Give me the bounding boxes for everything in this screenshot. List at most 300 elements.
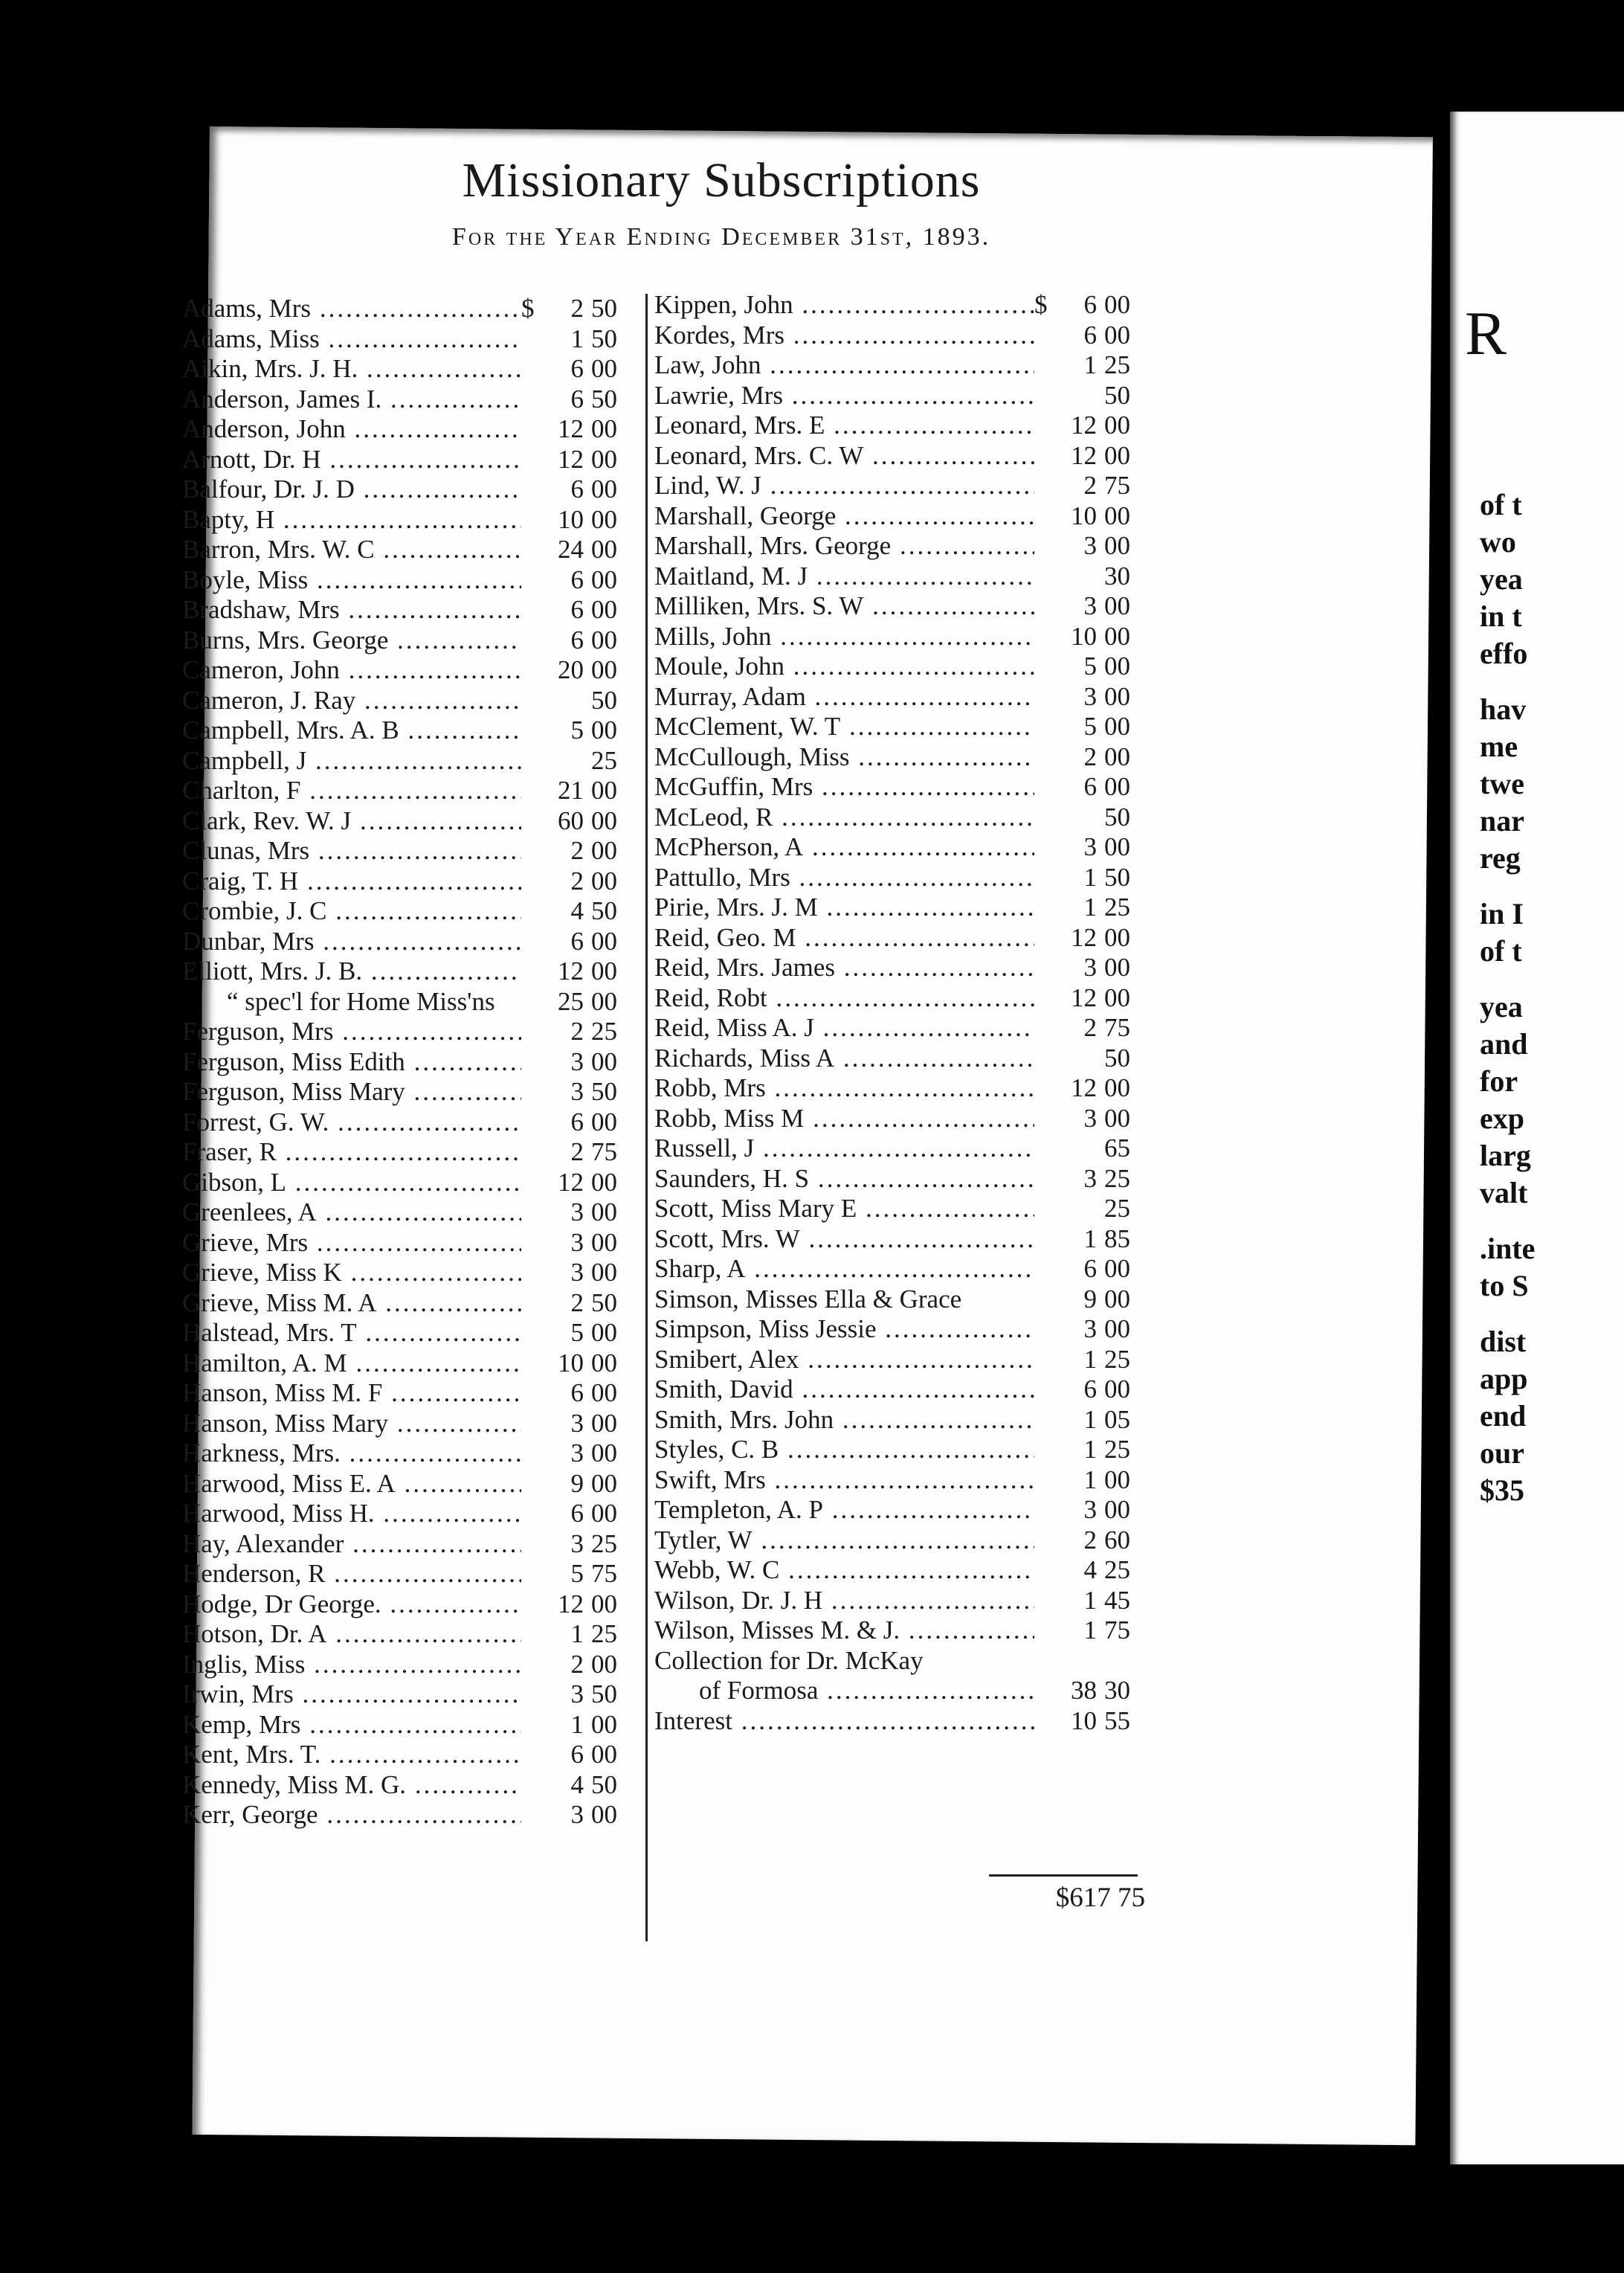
subscription-row (182, 1168, 628, 1198)
amount-cents: 25 (1104, 1555, 1130, 1584)
grand-total: $617 75 (1055, 1883, 1145, 1913)
subscription-row (182, 294, 628, 324)
amount-dollars: 12 (1071, 440, 1097, 470)
subscription-row (654, 712, 1141, 742)
subscription-row (654, 471, 1141, 501)
subscriber-name: Mills, John ..... (654, 622, 1034, 652)
amount-cents: 00 (1104, 712, 1130, 741)
amount-cents: 25 (1104, 350, 1130, 379)
amount-dollars: 10 (1071, 621, 1097, 651)
amount-dollars: 1 (1083, 862, 1097, 892)
subscription-row (182, 1077, 628, 1107)
amount-dollars: 3 (1083, 1314, 1097, 1343)
subscriber-name: Cameron, J. Ray ..... (182, 686, 521, 716)
subscriber-name: Ferguson, Miss Edith ..... (182, 1047, 521, 1077)
subscription-row (182, 324, 628, 355)
subscriber-name: Richards, Miss A ..... (654, 1044, 1034, 1073)
right-page-line: of t (1480, 488, 1522, 521)
subscriber-name: Reid, Geo. M ..... (654, 923, 1034, 953)
subscriber-name: Gibson, L ..... (182, 1168, 521, 1197)
subscriber-name: Kent, Mrs. T. ..... (182, 1740, 521, 1769)
currency-sign: $ (1034, 290, 1048, 319)
amount-cents: 00 (1104, 320, 1130, 350)
amount-dollars: 3 (570, 1408, 584, 1438)
amount-cents: 00 (1104, 681, 1130, 711)
amount-dollars: 2 (570, 836, 584, 865)
amount-dollars: 10 (558, 1348, 584, 1377)
subscription-row (182, 565, 628, 596)
subscriber-name: Pirie, Mrs. J. M ..... (654, 893, 1034, 922)
amount-dollars: 1 (1083, 893, 1097, 922)
amount-cents: 00 (1104, 1314, 1130, 1343)
subscriber-name: Cameron, John ..... (182, 655, 521, 685)
amount-dollars: 1 (570, 324, 584, 353)
subscriber-name: Simpson, Miss Jessie ..... (654, 1314, 1034, 1344)
amount-dollars: 6 (1083, 290, 1097, 319)
amount-dollars: 24 (558, 535, 584, 564)
amount-dollars: 3 (570, 1227, 584, 1257)
subscription-row (182, 414, 628, 445)
amount-cents: 30 (1104, 561, 1130, 591)
amount-dollars: 2 (1083, 1525, 1097, 1555)
amount-cents: 00 (591, 535, 617, 564)
subscription-row (654, 772, 1141, 803)
amount-cents: 00 (591, 504, 617, 534)
subscription-row (182, 1740, 628, 1770)
amount-cents: 00 (1104, 772, 1130, 801)
subscription-row (654, 1646, 1141, 1676)
amount-cents: 00 (591, 1800, 617, 1829)
subscriber-name: Clark, Rev. W. J ..... (182, 806, 521, 836)
subscriber-name: Hamilton, A. M ..... (182, 1348, 521, 1378)
amount-cents: 00 (1104, 411, 1130, 440)
amount-dollars: 6 (570, 384, 584, 414)
amount-cents: 30 (1104, 1676, 1130, 1705)
right-page-line: effo (1480, 637, 1528, 670)
amount-cents: 50 (591, 1679, 617, 1708)
amount-cents: 00 (591, 444, 617, 474)
right-page-line: .inte (1480, 1232, 1536, 1265)
subscriber-name: Anderson, John ..... (182, 414, 521, 444)
subscriber-name: Adams, Mrs ..... (182, 294, 521, 324)
amount-dollars: 2 (570, 1017, 584, 1046)
amount-dollars: 2 (570, 1649, 584, 1679)
amount-dollars: 10 (558, 504, 584, 534)
subscriber-name: Hodge, Dr George. ..... (182, 1589, 521, 1619)
subscription-row (182, 1107, 628, 1138)
amount-cents: 00 (1104, 501, 1130, 530)
subscription-column-left (182, 294, 628, 1830)
amount-dollars: 12 (558, 414, 584, 443)
subscription-row (654, 682, 1141, 713)
subscriber-name: Inglis, Miss ..... (182, 1650, 521, 1679)
subscriber-name: Hotson, Dr. A ..... (182, 1619, 521, 1649)
subscriber-name: Scott, Mrs. W ..... (654, 1224, 1034, 1254)
subscription-row (654, 1345, 1141, 1375)
subscriber-name: Craig, T. H ..... (182, 867, 521, 896)
subscription-row (654, 1615, 1141, 1646)
right-page-line: reg (1480, 841, 1521, 875)
subscription-row (182, 746, 628, 777)
subscriber-name: Maitland, M. J ..... (654, 562, 1034, 591)
amount-dollars: 4 (570, 896, 584, 925)
amount-cents: 00 (591, 866, 617, 896)
amount-cents: 50 (591, 294, 617, 323)
subscriber-name: Interest ..... (654, 1706, 1034, 1736)
amount-dollars: 12 (1071, 1073, 1097, 1102)
amount-cents: 50 (591, 896, 617, 925)
amount-cents: 00 (1104, 1073, 1130, 1102)
amount-dollars: 3 (570, 1800, 584, 1829)
amount-cents: 50 (591, 1077, 617, 1106)
subscription-row (182, 1559, 628, 1589)
subscription-row (654, 321, 1141, 351)
subscriber-name: Arnott, Dr. H ..... (182, 445, 521, 475)
subscriber-name: Simson, Misses Ella & Grace (654, 1284, 962, 1314)
right-page (1450, 112, 1624, 2164)
subscriber-name: McGuffin, Mrs ..... (654, 772, 1034, 802)
amount-dollars: 3 (1083, 832, 1097, 861)
amount-cents: 00 (591, 1378, 617, 1407)
amount-dollars: 1 (1083, 1585, 1097, 1615)
subscription-row (182, 1679, 628, 1710)
amount-dollars: 3 (570, 1258, 584, 1287)
subscriber-name: Webb, W. C ..... (654, 1555, 1034, 1585)
amount-cents: 00 (1104, 1495, 1130, 1524)
amount-cents: 00 (591, 1197, 617, 1226)
amount-cents: 50 (591, 1769, 617, 1799)
amount-cents: 00 (1104, 440, 1130, 470)
amount-dollars: 25 (558, 986, 584, 1016)
subscriber-name: Harwood, Miss E. A ..... (182, 1469, 521, 1499)
subscriber-name: Grieve, Miss M. A ..... (182, 1288, 521, 1318)
amount-cents: 00 (591, 957, 617, 986)
subscription-row (182, 1770, 628, 1801)
subscription-row (182, 927, 628, 957)
subscriber-name: Burns, Mrs. George ..... (182, 626, 521, 655)
subscription-row (182, 957, 628, 987)
subscriber-name: Russell, J ..... (654, 1134, 1034, 1163)
subscriber-name: Saunders, H. S ..... (654, 1164, 1034, 1194)
amount-cents: 00 (591, 1167, 617, 1197)
amount-dollars: 3 (1083, 1103, 1097, 1133)
amount-cents: 25 (591, 1528, 617, 1558)
subscriber-name: Lind, W. J ..... (654, 471, 1034, 501)
amount-cents: 00 (1104, 1375, 1130, 1404)
subscriber-name: Bapty, H ..... (182, 505, 521, 535)
subscriber-name: McClement, W. T ..... (654, 712, 1034, 742)
amount-dollars: 1 (1083, 1344, 1097, 1374)
subscriber-name: Robb, Miss M ..... (654, 1104, 1034, 1134)
subscription-row (182, 1017, 628, 1047)
right-page-line: and (1480, 1027, 1528, 1061)
amount-cents: 00 (591, 1047, 617, 1076)
page-subtitle: For the Year Ending December 31st, 1893. (451, 223, 991, 251)
subscriber-name: Marshall, George ..... (654, 501, 1034, 531)
amount-dollars: 2 (570, 866, 584, 896)
subscriber-name: Wilson, Misses M. & J. ..... (654, 1615, 1034, 1645)
subscriber-name: Elliott, Mrs. J. B. ..... (182, 957, 521, 986)
amount-cents: 00 (591, 1438, 617, 1467)
subscriber-name: Pattullo, Mrs ..... (654, 863, 1034, 893)
subscriber-name: Templeton, A. P ..... (654, 1495, 1034, 1525)
subscription-row (654, 1164, 1141, 1195)
amount-cents: 00 (591, 1258, 617, 1287)
subscriber-name: Kippen, John ..... (654, 290, 1034, 320)
subscription-row (654, 1134, 1141, 1164)
amount-dollars: 6 (570, 1499, 584, 1528)
amount-cents: 00 (591, 806, 617, 835)
amount-dollars: 3 (570, 1679, 584, 1708)
amount-cents: 00 (591, 1107, 617, 1136)
subscription-row (182, 1288, 628, 1319)
amount-dollars: 10 (1071, 501, 1097, 530)
subscription-row (654, 893, 1141, 923)
amount-cents: 00 (591, 595, 617, 624)
right-page-line: exp (1480, 1102, 1524, 1135)
page-title: Missionary Subscriptions (462, 153, 981, 208)
subscriber-name: Anderson, James I. ..... (182, 385, 521, 414)
subscription-row (182, 354, 628, 385)
right-page-line: in t (1480, 599, 1522, 633)
subscription-row (654, 832, 1141, 863)
amount-dollars: 6 (570, 565, 584, 594)
subscription-row (182, 867, 628, 897)
subscription-row (654, 1104, 1141, 1134)
subscription-row (654, 983, 1141, 1014)
subscription-row (654, 1013, 1141, 1044)
amount-dollars: 12 (558, 1167, 584, 1197)
amount-cents: 00 (591, 414, 617, 443)
right-page-line: dist (1480, 1325, 1527, 1358)
amount-dollars: 6 (570, 475, 584, 504)
amount-dollars: 4 (1083, 1555, 1097, 1584)
amount-dollars: 5 (1083, 712, 1097, 741)
subscription-row (182, 716, 628, 746)
amount-dollars: 2 (1083, 742, 1097, 771)
subscriber-name: Boyle, Miss ..... (182, 565, 521, 595)
subscription-row (182, 595, 628, 626)
amount-cents: 85 (1104, 1224, 1130, 1253)
subscription-row (182, 776, 628, 806)
amount-cents: 00 (1104, 531, 1130, 560)
subscription-row (654, 290, 1141, 321)
right-page-line: hav (1480, 692, 1527, 726)
amount-dollars: 1 (1083, 1404, 1097, 1434)
amount-cents: 50 (1104, 380, 1130, 410)
subscriber-name: Robb, Mrs ..... (654, 1073, 1034, 1103)
subscriber-name: Smith, David ..... (654, 1375, 1034, 1404)
amount-cents: 00 (591, 986, 617, 1016)
amount-cents: 50 (1104, 1043, 1130, 1073)
subscriber-name: Kerr, George ..... (182, 1800, 521, 1830)
subscription-row (182, 1197, 628, 1228)
amount-dollars: 6 (570, 1107, 584, 1136)
amount-cents: 50 (591, 324, 617, 353)
amount-cents: 45 (1104, 1585, 1130, 1615)
subscription-row (182, 1318, 628, 1348)
subscription-row (182, 445, 628, 475)
amount-cents: 00 (1104, 832, 1130, 861)
right-page-line: me (1480, 730, 1518, 763)
subscriber-name: Kordes, Mrs ..... (654, 321, 1034, 350)
subscriber-name: Hanson, Miss M. F ..... (182, 1378, 521, 1408)
subscriber-name: McCullough, Miss ..... (654, 742, 1034, 772)
amount-cents: 75 (1104, 1013, 1130, 1042)
amount-cents: 25 (591, 1017, 617, 1046)
amount-dollars: 10 (1071, 1705, 1097, 1735)
right-page-line: to S (1480, 1269, 1529, 1302)
right-page-line: for (1480, 1064, 1518, 1098)
amount-dollars: 3 (1083, 1163, 1097, 1193)
right-page-line: app (1480, 1362, 1528, 1395)
amount-dollars: 6 (1083, 772, 1097, 801)
amount-dollars: 1 (1083, 350, 1097, 379)
amount-dollars: 2 (570, 1137, 584, 1166)
amount-cents: 25 (1104, 893, 1130, 922)
subscription-row (654, 562, 1141, 592)
amount-cents: 00 (1104, 953, 1130, 982)
subscription-row (182, 1137, 628, 1168)
subscriber-name: Reid, Miss A. J ..... (654, 1013, 1034, 1043)
currency-sign: $ (521, 294, 535, 323)
subscriber-name: Sharp, A ..... (654, 1254, 1034, 1284)
subscriber-name: Clunas, Mrs ..... (182, 836, 521, 866)
subscription-row (654, 501, 1141, 532)
amount-dollars: 2 (1083, 471, 1097, 500)
amount-cents: 25 (1104, 1194, 1130, 1223)
total-rule (989, 1874, 1138, 1877)
amount-dollars: 3 (570, 1077, 584, 1106)
amount-cents: 00 (1104, 983, 1130, 1012)
amount-cents: 75 (1104, 1615, 1130, 1645)
subscription-row (182, 1529, 628, 1560)
amount-dollars: 60 (558, 806, 584, 835)
amount-cents: 00 (1104, 1254, 1130, 1283)
amount-cents: 00 (591, 1348, 617, 1377)
subscriber-name: Law, John ..... (654, 350, 1034, 380)
subscription-row (182, 1619, 628, 1650)
right-page-line: end (1480, 1399, 1527, 1433)
amount-cents: 50 (1104, 802, 1130, 832)
amount-dollars: 20 (558, 655, 584, 684)
amount-cents: 00 (591, 1649, 617, 1679)
amount-cents: 60 (1104, 1525, 1130, 1555)
amount-dollars: 1 (1083, 1615, 1097, 1645)
subscription-row (182, 1047, 628, 1078)
subscription-row (654, 1555, 1141, 1586)
amount-cents: 00 (1104, 922, 1130, 952)
subscription-row (654, 622, 1141, 652)
amount-cents: 00 (591, 1499, 617, 1528)
amount-cents: 25 (1104, 1435, 1130, 1464)
subscription-row (654, 863, 1141, 893)
amount-dollars: 1 (1083, 1224, 1097, 1253)
subscriber-name: Charlton, F ..... (182, 776, 521, 806)
subscription-row (182, 1348, 628, 1379)
amount-cents: 00 (591, 475, 617, 504)
amount-dollars: 12 (558, 444, 584, 474)
right-page-line: yea (1480, 562, 1523, 596)
subscription-row (182, 1258, 628, 1288)
subscription-row (182, 987, 628, 1017)
subscription-row (654, 1073, 1141, 1104)
amount-dollars: 6 (1083, 1254, 1097, 1283)
amount-dollars: 12 (558, 957, 584, 986)
amount-dollars: 6 (1083, 1375, 1097, 1404)
subscription-row (654, 411, 1141, 441)
subscriber-name: Leonard, Mrs. C. W ..... (654, 441, 1034, 471)
amount-dollars: 3 (570, 1197, 584, 1226)
subscriber-name: Hanson, Miss Mary ..... (182, 1409, 521, 1438)
amount-dollars: 6 (570, 1740, 584, 1769)
subscription-row (654, 1044, 1141, 1074)
amount-dollars: 6 (570, 625, 584, 655)
subscription-row (182, 626, 628, 656)
subscription-row (654, 381, 1141, 411)
amount-dollars: 5 (570, 1318, 584, 1347)
amount-dollars: 3 (1083, 1495, 1097, 1524)
right-page-line: our (1480, 1436, 1524, 1470)
subscription-row (182, 1469, 628, 1499)
subscriber-name: Irwin, Mrs ..... (182, 1679, 521, 1709)
subscriber-name: Wilson, Dr. J. H ..... (654, 1586, 1034, 1615)
amount-cents: 25 (1104, 1163, 1130, 1193)
subscriber-name: Hay, Alexander ..... (182, 1529, 521, 1559)
subscriber-name: Halstead, Mrs. T ..... (182, 1318, 521, 1348)
amount-cents: 75 (591, 1137, 617, 1166)
right-page-line: wo (1480, 525, 1516, 559)
subscriber-name: Forrest, G. W. ..... (182, 1107, 521, 1137)
subscription-row (182, 1438, 628, 1469)
amount-cents: 00 (591, 926, 617, 956)
subscription-row (182, 1228, 628, 1258)
subscription-row (654, 1314, 1141, 1345)
subscriber-name: McLeod, R ..... (654, 803, 1034, 832)
subscription-row (654, 652, 1141, 682)
subscription-column-right (654, 290, 1141, 1736)
amount-cents: 00 (591, 1227, 617, 1257)
amount-cents: 00 (591, 1740, 617, 1769)
subscription-row (182, 505, 628, 536)
amount-cents: 00 (591, 776, 617, 805)
subscription-row (654, 742, 1141, 773)
subscription-row (182, 896, 628, 927)
amount-dollars: 9 (570, 1468, 584, 1498)
right-page-line: $35 (1480, 1473, 1524, 1507)
subscription-row (182, 1710, 628, 1740)
subscriber-name: McPherson, A ..... (654, 832, 1034, 862)
subscriber-name: “ spec'l for Home Miss'ns (227, 986, 495, 1016)
amount-cents: 00 (591, 1318, 617, 1347)
amount-cents: 00 (591, 625, 617, 655)
amount-cents: 00 (1104, 1284, 1130, 1314)
amount-cents: 00 (591, 1468, 617, 1498)
subscriber-name: Lawrie, Mrs ..... (654, 381, 1034, 411)
amount-cents: 25 (1104, 1344, 1130, 1374)
amount-dollars: 3 (1083, 681, 1097, 711)
subscription-row (654, 923, 1141, 954)
subscription-row (654, 1676, 1141, 1706)
amount-cents: 00 (1104, 1103, 1130, 1133)
amount-dollars: 1 (1083, 1465, 1097, 1494)
subscription-row (182, 535, 628, 565)
subscription-row (654, 1525, 1141, 1556)
subscriber-name: Harkness, Mrs. ..... (182, 1438, 521, 1468)
amount-cents: 75 (1104, 471, 1130, 500)
amount-cents: 00 (591, 655, 617, 684)
amount-cents: 75 (591, 1559, 617, 1588)
